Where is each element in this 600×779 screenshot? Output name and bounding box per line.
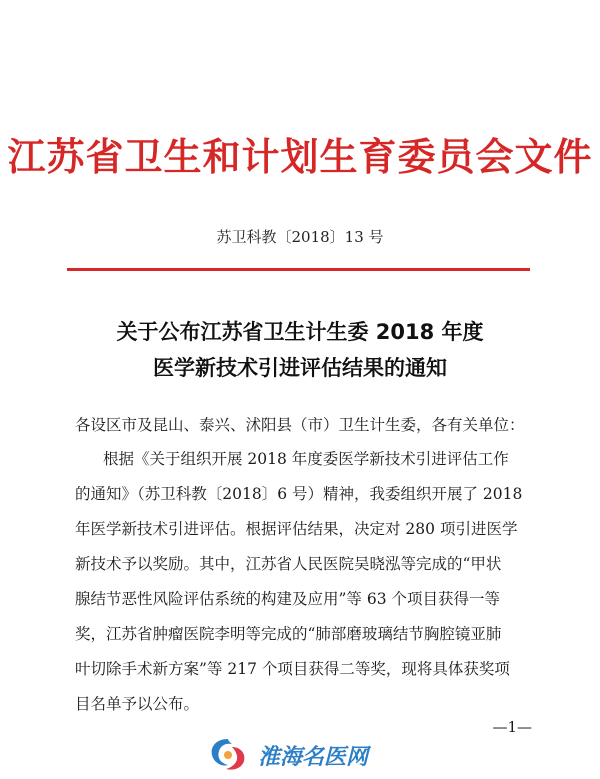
addressee-line: 各设区市及昆山、泰兴、沭阳县（市）卫生计生委，各有关单位： xyxy=(75,416,525,434)
body-text-line: 奖，江苏省肿瘤医院李明等完成的“肺部磨玻璃结节胸腔镜亚肺 xyxy=(75,625,502,643)
notice-title-line-2: 医学新技术引进评估结果的通知 xyxy=(153,356,447,380)
notice-title-line-1: 关于公布江苏省卫生计生委 2018 年度 xyxy=(116,320,484,344)
page-number: —1— xyxy=(492,718,532,736)
body-text-line: 新技术予以奖励。其中，江苏省人民医院吴晓泓等完成的“甲状 xyxy=(75,555,502,573)
body-text-line: 根据《关于组织开展 2018 年度委医学新技术引进评估工作 xyxy=(103,450,509,468)
watermark-text: 淮海名医网 xyxy=(258,744,369,770)
agency-header-title: 江苏省卫生和计划生育委员会文件 xyxy=(7,135,593,179)
red-divider-line xyxy=(67,268,530,271)
body-text-line: 叶切除手术新方案”等 217 个项目获得二等奖，现将具体获奖项 xyxy=(75,660,510,678)
document-number: 苏卫科教〔2018〕13 号 xyxy=(216,228,384,246)
body-text-line: 腺结节恶性风险评估系统的构建及应用”等 63 个项目获得一等 xyxy=(75,590,501,608)
body-text-line: 的通知》（苏卫科教〔2018〕6 号）精神，我委组织开展了 2018 xyxy=(75,485,523,503)
body-text-line: 年医学新技术引进评估。根据评估结果，决定对 280 项引进医学 xyxy=(75,520,518,538)
body-text-line: 目名单予以公布。 xyxy=(75,695,200,713)
watermark-logo-icon xyxy=(206,735,250,773)
watermark xyxy=(206,735,406,773)
